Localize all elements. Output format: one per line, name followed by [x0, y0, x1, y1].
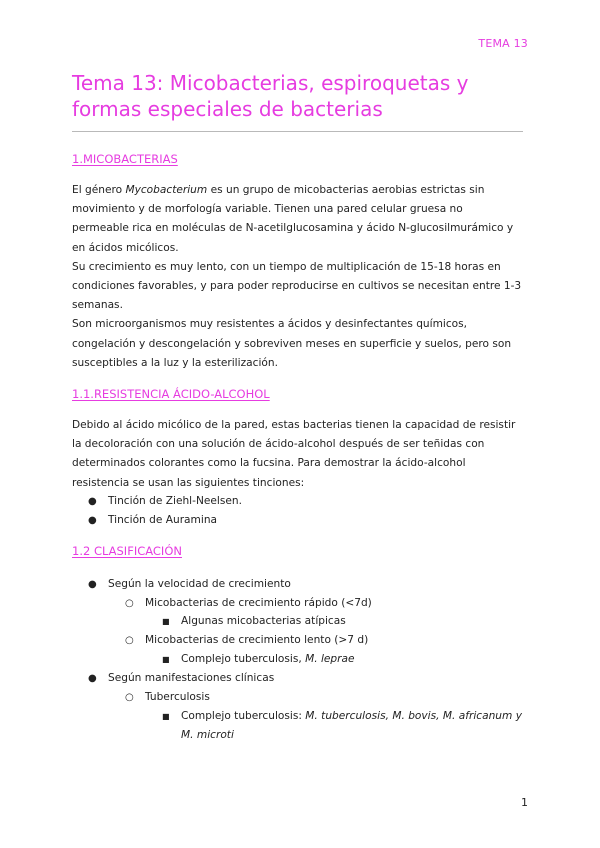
italic-term: M. leprae — [305, 653, 355, 665]
bullet-disc-icon: ● — [88, 579, 97, 590]
paragraph-line: determinados colorantes como la fucsina. Para demostrar la ácido-alcohol — [72, 457, 466, 470]
section-heading-clasificacion: 1.2 CLASIFICACIÓN — [72, 544, 182, 558]
bullet-circle-icon: ○ — [125, 635, 134, 646]
italic-term: M. tuberculosis, M. bovis, M. africanum y — [305, 710, 522, 722]
paragraph-line: Su crecimiento es muy lento, con un tiempo de multiplicación de 15-18 horas en — [72, 260, 501, 273]
paragraph-line: congelación y descongelación y sobreviven meses en superficie y suelos, pero son — [72, 337, 512, 350]
text-run: El género — [72, 184, 126, 196]
list-item-continuation — [181, 726, 234, 745]
list-item — [181, 650, 355, 669]
bullet-disc-icon: ● — [88, 515, 97, 526]
text-run: es un grupo de micobacterias aerobias estrictas sin — [207, 184, 485, 196]
paragraph-line: resistencia se usan las siguientes tinciones: — [72, 476, 305, 489]
paragraph-line: Debido al ácido micólico de la pared, estas bacterias tienen la capacidad de resistir — [72, 419, 516, 431]
paragraph-line: la decoloración con una solución de ácido-alcohol después de ser teñidas con — [72, 438, 485, 451]
paragraph-line: en ácidos micólicos. — [72, 241, 179, 254]
paragraph-intro — [72, 181, 532, 373]
bullet-square-icon: ■ — [162, 617, 170, 626]
paragraph-resistencia — [72, 416, 532, 493]
page-title — [72, 70, 532, 122]
list-item: Micobacterias de crecimiento rápido (<7d) — [145, 597, 372, 609]
bullet-disc-icon: ● — [88, 673, 97, 684]
list-item: Tuberculosis — [145, 691, 210, 703]
paragraph-line: condiciones favorables, y para poder reproducirse en cultivos se necesitan entre 1-3 — [72, 280, 522, 293]
paragraph-line: movimiento y de morfología variable. Tienen una pared celular gruesa no — [72, 203, 463, 216]
paragraph-line — [72, 181, 532, 200]
italic-term: M. microti — [181, 729, 234, 741]
paragraph-line: susceptibles a la luz y la esterilización. — [72, 356, 278, 369]
title-line-1: Tema 13: Micobacterias, espiroquetas y — [72, 71, 469, 95]
bullet-square-icon: ■ — [162, 712, 170, 721]
header-topic-tag: TEMA 13 — [478, 37, 528, 50]
bullet-circle-icon: ○ — [125, 598, 134, 609]
italic-term: Mycobacterium — [125, 184, 208, 196]
list-item: Según manifestaciones clínicas — [108, 672, 275, 684]
list-item: Algunas micobacterias atípicas — [181, 615, 346, 627]
paragraph-line: Son microorganismos muy resistentes a ácidos y desinfectantes químicos, — [72, 318, 468, 331]
text-run: Complejo tuberculosis: — [181, 710, 306, 722]
section-heading-resistencia: 1.1.RESISTENCIA ÁCIDO-ALCOHOL — [72, 387, 270, 401]
bullet-disc-icon: ● — [88, 496, 97, 507]
list-item: Según la velocidad de crecimiento — [108, 578, 291, 590]
list-item — [181, 707, 522, 726]
text-run: Complejo tuberculosis, — [181, 653, 306, 665]
section-heading-micobacterias: 1.MICOBACTERIAS — [72, 152, 178, 166]
bullet-circle-icon: ○ — [125, 692, 134, 703]
page-number: 1 — [521, 796, 528, 809]
list-item: Tinción de Auramina — [108, 514, 218, 526]
list-item: Micobacterias de crecimiento lento (>7 d) — [145, 634, 369, 646]
list-item: Tinción de Ziehl-Neelsen. — [108, 495, 242, 507]
title-divider — [72, 131, 523, 132]
paragraph-line: permeable rica en moléculas de N-acetilglucosamina y ácido N-glucosilmurámico y — [72, 222, 514, 235]
paragraph-line: semanas. — [72, 299, 123, 312]
bullet-square-icon: ■ — [162, 655, 170, 664]
title-line-2: formas especiales de bacterias — [72, 97, 383, 121]
